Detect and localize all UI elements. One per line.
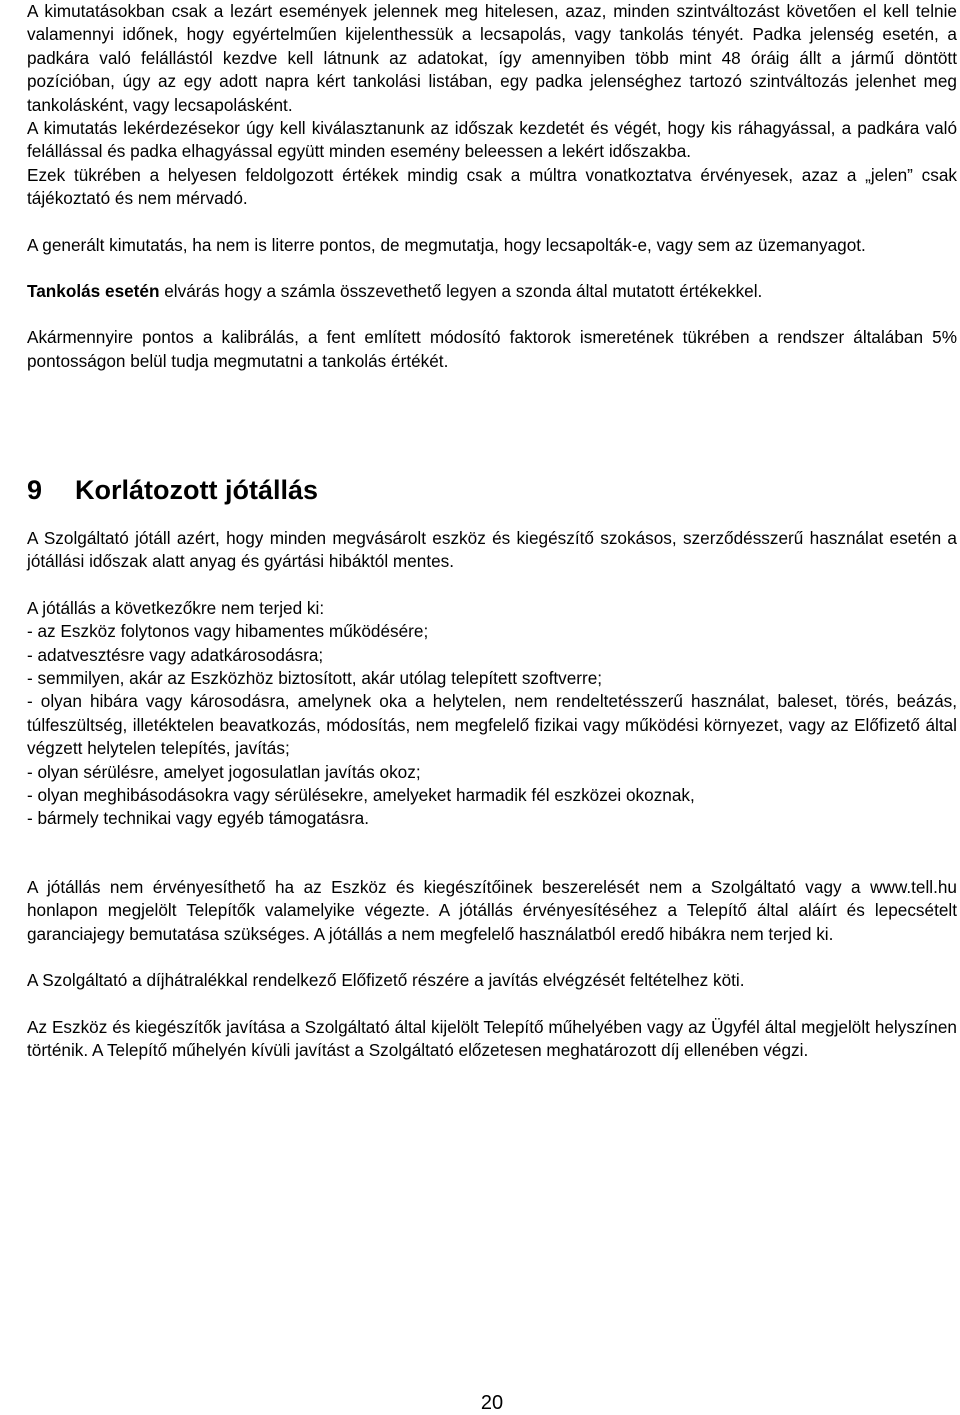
paragraph-past-values: Ezek tükrében a helyesen feldolgozott értékek mindig csak a múltra vonatkoztatva érvényesek, azaz a „jelen” csak tájékoztató és nem mérvadó.: [27, 164, 957, 209]
list-item: - semmilyen, akár az Eszközhöz biztosított, akár utólag telepített szoftverre;: [27, 668, 603, 689]
paragraph-arrears-condition: A Szolgáltató a díjhátralékkal rendelkező Előfizető részére a javítás elvégzését feltételhez köti.: [27, 970, 745, 991]
section-title: Korlátozott jótállás: [75, 475, 319, 505]
paragraph-warranty-validity: A jótállás nem érvényesíthető ha az Eszköz és kiegészítőinek beszerelését nem a Szolgáltató vagy a www.tell.hu honlapon megjelölt Telepítők valamelyike végezte. A jótállás érvényesítéséhez a Telepítő által aláírt és lepecsételt garanciajegy bemutatása szükséges. A jótállás a nem megfelelő használatból eredő hibákra nem terjed ki.: [27, 877, 957, 944]
page-number: 20: [480, 1392, 504, 1414]
refuel-bold-label: Tankolás esetén: [27, 281, 160, 302]
paragraph-warranty-scope: A Szolgáltató jótáll azért, hogy minden megvásárolt eszköz és kiegészítő szokásos, szerződésszerű használat esetén a jótállási időszak alatt anyag és gyártási hibáktól mentes.: [27, 528, 957, 572]
section-number: 9: [27, 475, 43, 505]
list-item: - olyan hibára vagy károsodásra, amelynek oka a helytelen, nem rendeltetésszerű használat, baleset, törés, beázás, túlfeszültség, illetéktelen beavatkozás, módosítás, nem megfelelő fizikai vagy működési környezet, vagy az Előfizető által végzett helytelen telepítés, javítás;: [27, 691, 957, 759]
list-item: - olyan meghibásodásokra vagy sérülésekre, amelyeket harmadik fél eszközei okoznak,: [27, 785, 695, 806]
paragraph-calibration-accuracy: Akármennyire pontos a kalibrálás, a fent említett módosító faktorok ismeretének tükrében a rendszer általában 5% pontosságon belül tudja megmutatni a tankolás értékét.: [27, 327, 957, 371]
paragraph-query-period: A kimutatás lekérdezésekor úgy kell kiválasztanunk az időszak kezdetét és végét, hogy kis ráhagyással, a padkára való felállással és padka elhagyással együtt minden esemény beleessen a lekért időszakba.: [27, 118, 957, 162]
list-item: - az Eszköz folytonos vagy hibamentes működésére;: [27, 621, 429, 642]
list-item: - bármely technikai vagy egyéb támogatásra.: [27, 808, 370, 829]
paragraph-evaluation-events: A kimutatásokban csak a lezárt események jelennek meg hitelesen, azaz, minden szintváltozást követően el kell telnie valamennyi időnek, hogy egyértelműen kijelenthessük a lecsapolás, vagy tankolás tényét. Padka jelenség esetén, a padkára való felállástól kezdve kell látnunk az adatokat, így amennyiben több mint 48 óráig állt a jármű döntött pozícióban, úgy az egy adott napra kért tankolási listában, egy padka jelenséghez tartozó szintváltozás jelenhet meg tankolásként, vagy lecsapolásként.: [27, 1, 957, 115]
warranty-exclusions-list: [27, 597, 957, 831]
paragraph-report-accuracy: A generált kimutatás, ha nem is literre pontos, de megmutatja, hogy lecsapolták-e, vagy sem az üzemanyagot.: [27, 234, 866, 255]
list-intro: A jótállás a következőkre nem terjed ki:: [27, 597, 325, 618]
paragraph-repair-location: Az Eszköz és kiegészítők javítása a Szolgáltató által kijelölt Telepítő műhelyében vagy az Ügyfél által megjelölt helyszínen történik. A Telepítő műhelyén kívüli javítást a Szolgáltató előzetesen meghatározott díj ellenében végzi.: [27, 1016, 957, 1061]
paragraph-refuel-invoice: [27, 280, 957, 303]
refuel-text: elvárás hogy a számla összevethető legyen a szonda által mutatott értékekkel.: [159, 281, 763, 302]
section-heading: [27, 474, 318, 506]
list-item: - adatvesztésre vagy adatkárosodásra;: [27, 644, 324, 665]
list-item: - olyan sérülésre, amelyet jogosulatlan javítás okoz;: [27, 761, 421, 782]
